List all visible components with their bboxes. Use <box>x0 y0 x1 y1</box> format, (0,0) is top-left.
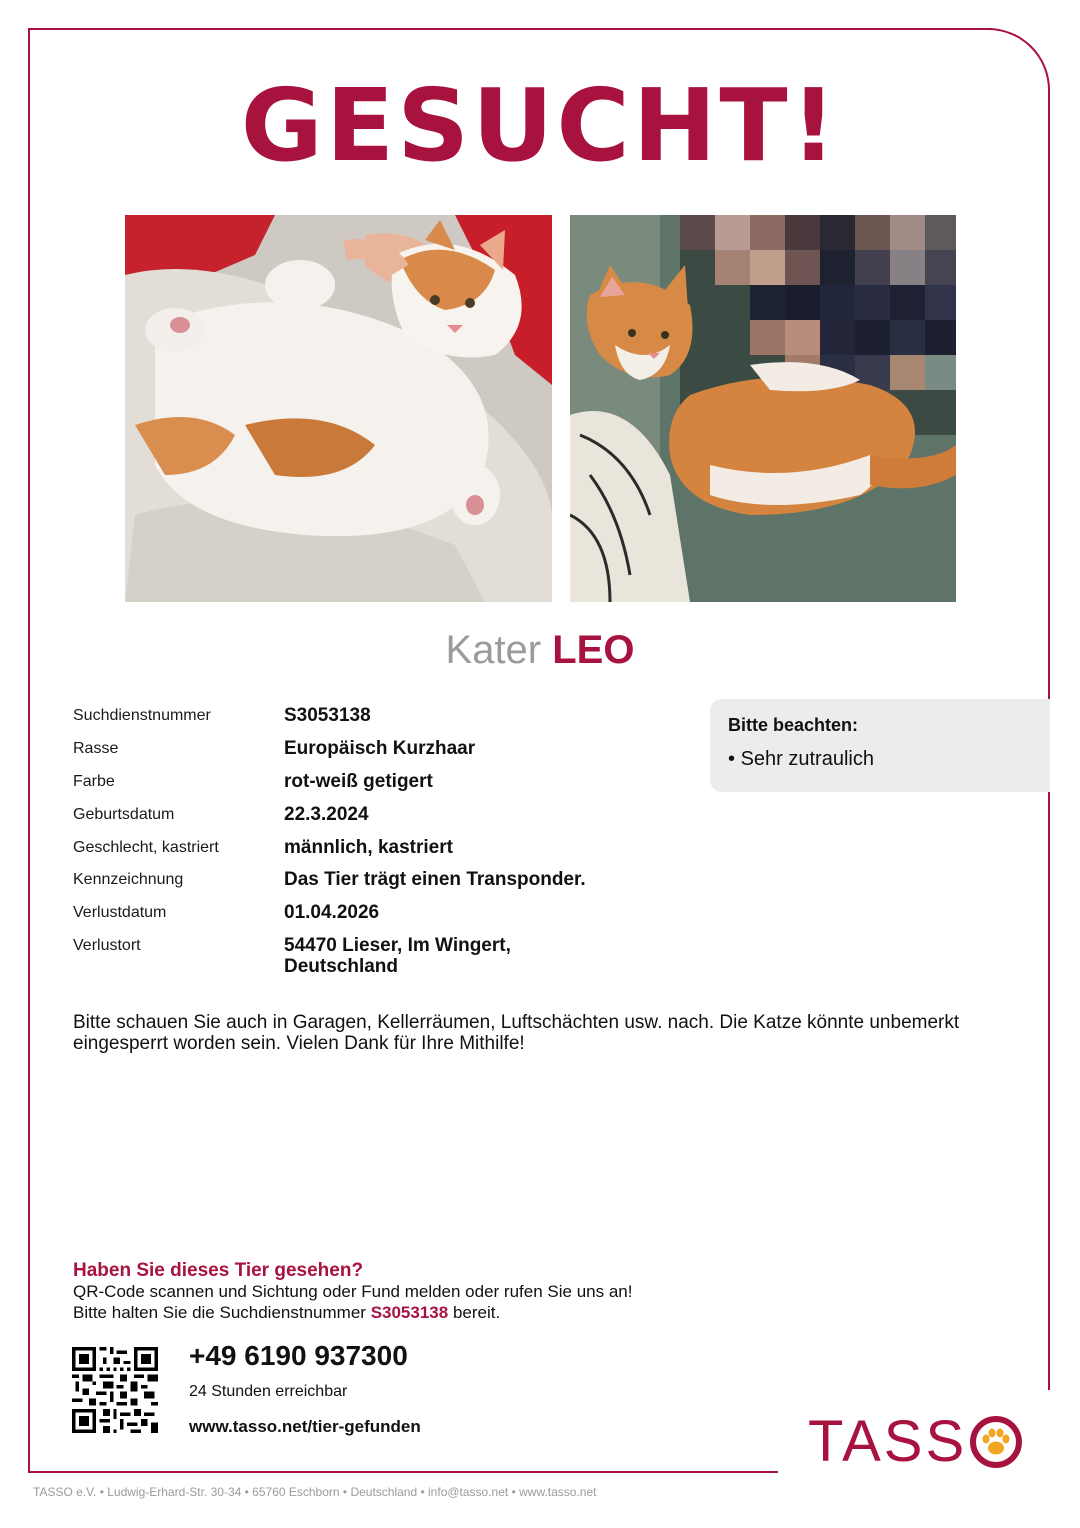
detail-value: 01.04.2026 <box>284 902 380 924</box>
detail-label: Geschlecht, kastriert <box>73 838 219 856</box>
website-link[interactable]: www.tasso.net/tier-gefunden <box>189 1417 421 1436</box>
cat-photo-1 <box>125 215 552 602</box>
detail-value: 54470 Lieser, Im Wingert, Deutschland <box>284 935 511 978</box>
detail-value: S3053138 <box>284 705 371 726</box>
contact-line-1: QR-Code scannen und Sichtung oder Fund melden oder rufen Sie uns an! <box>73 1282 633 1301</box>
detail-label: Farbe <box>73 772 115 790</box>
detail-label: Suchdienstnummer <box>73 707 211 724</box>
contact-title: Haben Sie dieses Tier gesehen? <box>73 1260 364 1281</box>
tasso-logo <box>808 1410 1023 1474</box>
search-number: S3053138 <box>370 1303 449 1322</box>
detail-value: Europäisch Kurzhaar <box>284 737 476 759</box>
detail-row <box>73 870 673 891</box>
pet-name: LEO <box>552 628 635 672</box>
paw-icon <box>969 1415 1023 1469</box>
detail-row <box>73 838 673 859</box>
detail-value: 22.3.2024 <box>284 803 369 825</box>
cat-photo-2 <box>570 215 956 602</box>
footer-address: TASSO e.V. • Ludwig-Erhard-Str. 30-34 • 65760 Eschborn • Deutschland • info@tasso.net • www.tasso.net <box>33 1485 597 1499</box>
border-top <box>28 28 992 30</box>
availability-text: 24 Stunden erreichbar <box>189 1383 348 1400</box>
headline: GESUCHT! <box>240 67 840 184</box>
note-box <box>710 699 1050 792</box>
border-bottom <box>28 1471 778 1473</box>
contact-line-2-after: bereit. <box>452 1303 501 1322</box>
note-item-text: Sehr zutraulich <box>740 748 874 770</box>
detail-label: Geburtsdatum <box>73 805 175 823</box>
contact-line-2-before: Bitte halten Sie die Suchdienstnummer <box>73 1303 366 1322</box>
contact-line-2 <box>73 1303 500 1323</box>
pet-name-title <box>0 630 1080 670</box>
detail-label: Kennzeichnung <box>73 871 184 889</box>
note-item <box>728 748 1032 771</box>
logo-text: TASS <box>808 1409 968 1474</box>
bullet-icon: • <box>728 748 736 770</box>
cat-on-sofa-illustration <box>570 215 956 602</box>
detail-label: Rasse <box>73 739 119 757</box>
notice-text: Bitte schauen Sie auch in Garagen, Kellerräumen, Luftschächten usw. nach. Die Katze könnte unbemerkt eingesperrt worden sein. Vielen Dank für Ihre Mithilfe! <box>73 1012 960 1055</box>
phone-number[interactable]: +49 6190 937300 <box>189 1340 408 1371</box>
border-left <box>28 28 30 1473</box>
cat-on-blanket-illustration <box>125 215 552 602</box>
detail-row <box>73 772 673 793</box>
detail-row <box>73 903 673 924</box>
detail-row <box>73 739 673 760</box>
detail-value: männlich, kastriert <box>284 836 453 858</box>
detail-label: Verlustdatum <box>73 904 167 922</box>
detail-list <box>73 706 673 990</box>
qr-code-icon[interactable] <box>72 1347 158 1433</box>
detail-value: Das Tier trägt einen Transponder. <box>284 869 586 891</box>
detail-value: rot-weiß getigert <box>284 770 433 792</box>
detail-row <box>73 805 673 826</box>
pet-kind: Kater <box>445 628 542 672</box>
detail-row <box>73 706 673 727</box>
detail-label: Verlustort <box>73 937 141 955</box>
note-title: Bitte beachten: <box>728 715 859 735</box>
detail-row <box>73 936 673 978</box>
